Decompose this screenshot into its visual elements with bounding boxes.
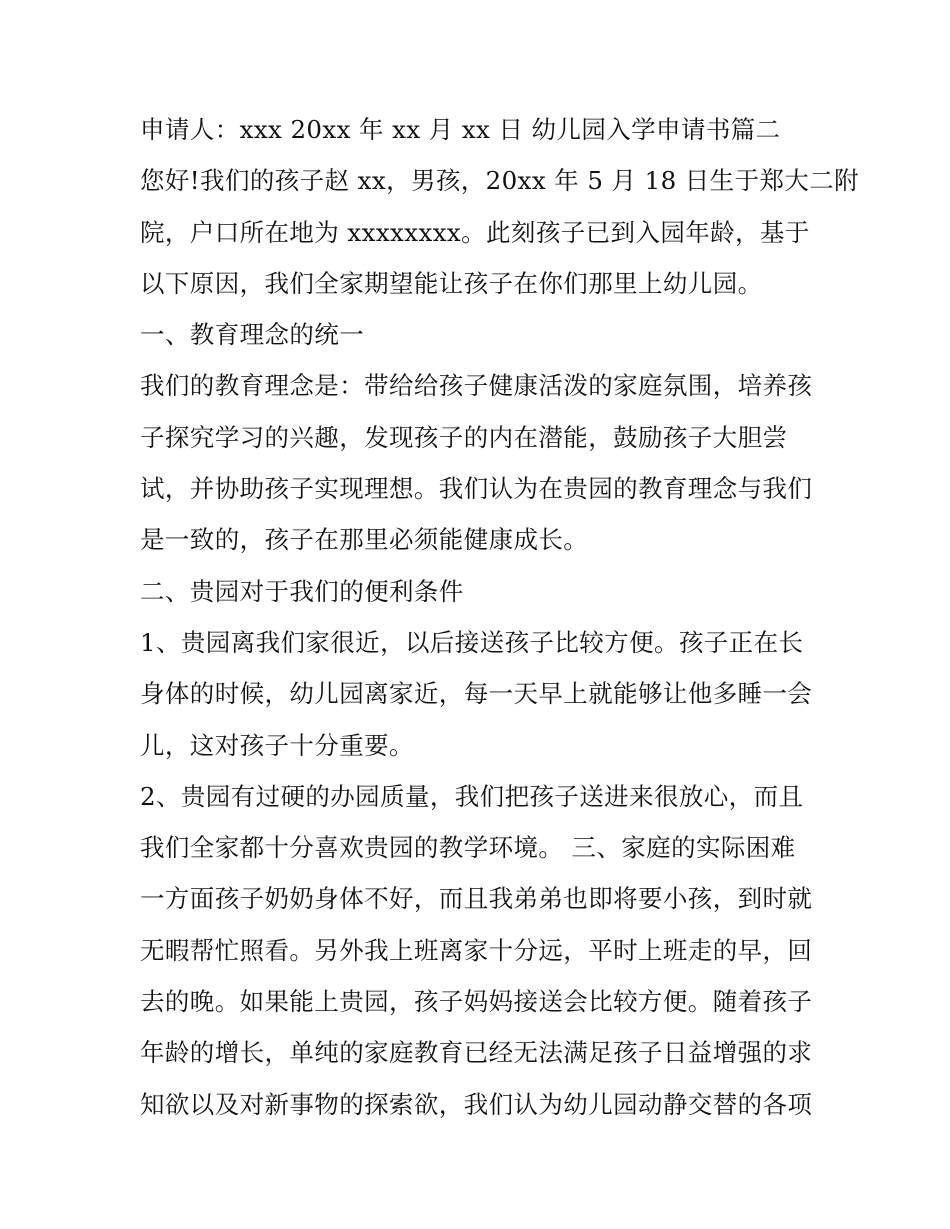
text-line: 知欲以及对新事物的探索欲，我们认为幼儿园动静交替的各项 (140, 1089, 813, 1119)
list-item-1: 1、贵园离我们家很近，以后接送孩子比较方便。孩子正在长 (140, 627, 804, 657)
text-line: 身体的时候，幼儿园离家近，每一天早上就能够让他多睡一会 (140, 679, 813, 709)
text-line-greeting: 您好!我们的孩子赵 xx，男孩，20xx 年 5 月 18 日生于郑大二附 (140, 166, 860, 196)
text-line: 我们全家都十分喜欢贵园的教学环境。 三、家庭的实际困难 (140, 833, 796, 863)
section-heading-education-philosophy: 一、教育理念的统一 (140, 320, 365, 350)
text-line: 无暇帮忙照看。另外我上班离家十分远，平时上班走的早，回 (140, 935, 813, 965)
text-line: 儿，这对孩子十分重要。 (140, 730, 414, 760)
document-body (140, 104, 860, 1130)
section-heading-convenience: 二、贵园对于我们的便利条件 (140, 576, 464, 606)
list-item-2: 2、贵园有过硬的办园质量，我们把孩子送进来很放心，而且 (140, 781, 804, 811)
text-line: 试，并协助孩子实现理想。我们认为在贵园的教育理念与我们 (140, 474, 813, 504)
text-line: 去的晚。如果能上贵园，孩子妈妈接送会比较方便。随着孩子 (140, 987, 813, 1017)
text-line: 是一致的，孩子在那里必须能健康成长。 (140, 525, 589, 555)
text-line: 子探究学习的兴趣，发现孩子的内在潜能，鼓励孩子大胆尝 (140, 422, 788, 452)
text-line: 院，户口所在地为 xxxxxxxx。此刻孩子已到入园年龄，基于 (140, 217, 810, 247)
text-line: 一方面孩子奶奶身体不好，而且我弟弟也即将要小孩，到时就 (140, 884, 813, 914)
text-line: 年龄的增长，单纯的家庭教育已经无法满足孩子日益增强的求 (140, 1038, 813, 1068)
text-line: 我们的教育理念是：带给给孩子健康活泼的家庭氛围，培养孩 (140, 371, 813, 401)
text-line-applicant: 申请人：xxx 20xx 年 xx 月 xx 日 幼儿园入学申请书篇二 (140, 115, 781, 144)
text-line: 以下原因，我们全家期望能让孩子在你们那里上幼儿园。 (140, 268, 763, 298)
